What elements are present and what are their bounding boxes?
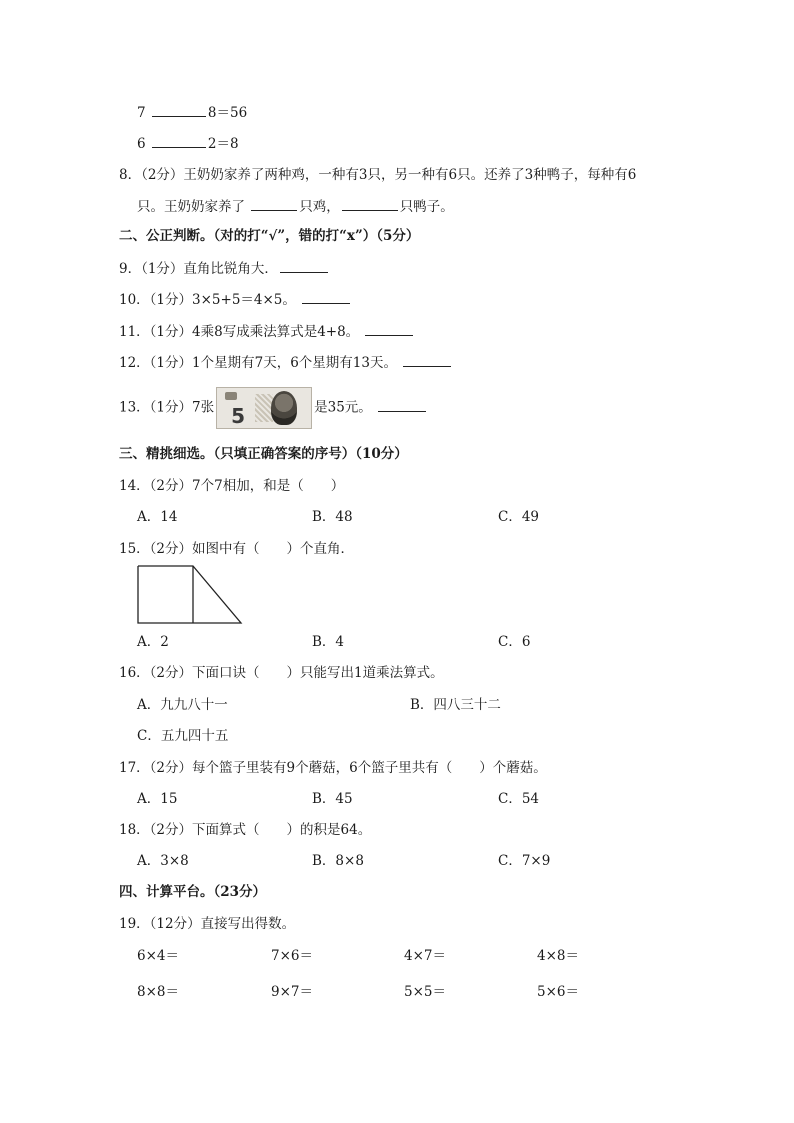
question-8-line-2 (137, 196, 454, 217)
answer-blank[interactable] (365, 321, 413, 336)
q8-text: 只鸡， (299, 199, 340, 215)
q9-text: 9．（1分）直角比锐角大． (119, 261, 278, 277)
q14-option-c[interactable]: C．49 (498, 509, 540, 525)
question-16: 16．（2分）下面口诀（ ）只能写出1道乘法算式。 (119, 665, 444, 681)
question-9 (119, 258, 330, 279)
rectangle-trapezoid-figure (137, 565, 245, 625)
answer-blank-ducks[interactable] (342, 196, 398, 211)
q16-option-a[interactable]: A．九九八十一 (137, 697, 228, 713)
figure-outline (138, 566, 241, 623)
operand: 6 (137, 136, 146, 152)
calc-item[interactable]: 7×6＝ (271, 948, 313, 964)
section-4-title: 四、计算平台。（23分） (119, 884, 267, 900)
q8-text: 只鸭子。 (399, 199, 454, 215)
section-3-title: 三、精挑细选。（只填正确答案的序号）（10分） (119, 446, 408, 462)
q15-option-c[interactable]: C．6 (498, 634, 531, 650)
operand: 7 (137, 105, 146, 121)
question-17: 17．（2分）每个篮子里装有9个蘑菇，6个篮子里共有（ ）个蘑菇。 (119, 760, 547, 776)
q18-option-a[interactable]: A．3×8 (137, 853, 189, 869)
q16-option-b[interactable]: B．四八三十二 (410, 697, 501, 713)
calc-item[interactable]: 9×7＝ (271, 984, 313, 1000)
q10-text: 10．（1分）3×5+5＝4×5。 (119, 292, 296, 308)
calc-item[interactable]: 5×6＝ (537, 984, 579, 1000)
calc-item[interactable]: 6×4＝ (137, 948, 179, 964)
q8-text: 只。王奶奶家养了 (137, 199, 245, 215)
q18-option-b[interactable]: B．8×8 (312, 853, 364, 869)
q12-text: 12．（1分）1个星期有7天，6个星期有13天。 (119, 355, 397, 371)
calc-item[interactable]: 8×8＝ (137, 984, 179, 1000)
fill-line-2 (137, 133, 239, 154)
calc-item[interactable]: 4×8＝ (537, 948, 579, 964)
q18-option-c[interactable]: C．7×9 (498, 853, 551, 869)
fill-line-1 (137, 102, 247, 123)
question-12 (119, 352, 453, 373)
calc-item[interactable]: 4×7＝ (404, 948, 446, 964)
question-19: 19．（12分）直接写出得数。 (119, 916, 296, 932)
operand-result: 2＝8 (207, 136, 239, 152)
q17-option-b[interactable]: B．45 (312, 791, 353, 807)
q13-text: 是35元。 (314, 399, 372, 416)
q13-text: 13．（1分）7张 (119, 399, 215, 416)
section-2-title: 二、公正判断。（对的打“√”，错的打“x”）（5分） (119, 228, 420, 244)
banknote-denomination: 5 (231, 404, 246, 428)
question-18: 18．（2分）下面算式（ ）的积是64。 (119, 822, 372, 838)
q16-option-c[interactable]: C．五九四十五 (137, 728, 229, 744)
answer-blank[interactable] (280, 258, 328, 273)
question-14: 14．（2分）7个7相加，和是（ ） (119, 478, 345, 494)
q17-option-a[interactable]: A．15 (137, 791, 178, 807)
question-15: 15．（2分）如图中有（ ）个直角． (119, 541, 355, 557)
answer-blank[interactable] (378, 397, 426, 412)
question-11 (119, 321, 415, 342)
question-10 (119, 289, 352, 310)
operand-result: 8＝56 (207, 105, 248, 121)
q14-option-a[interactable]: A．14 (137, 509, 178, 525)
five-yuan-banknote-image (216, 387, 312, 429)
q11-text: 11．（1分）4乘8写成乘法算式是4+8。 (119, 324, 360, 340)
answer-blank[interactable] (403, 352, 451, 367)
q17-option-c[interactable]: C．54 (498, 791, 540, 807)
q14-option-b[interactable]: B．48 (312, 509, 353, 525)
q15-option-b[interactable]: B．4 (312, 634, 345, 650)
answer-blank[interactable] (152, 133, 206, 148)
q15-option-a[interactable]: A．2 (137, 634, 169, 650)
calc-item[interactable]: 5×5＝ (404, 984, 446, 1000)
question-8-line-1: 8．（2分）王奶奶家养了两种鸡，一种有3只，另一种有6只。还养了3种鸭子，每种有6 (119, 167, 637, 183)
answer-blank[interactable] (152, 102, 206, 117)
question-13 (119, 387, 428, 429)
answer-blank[interactable] (302, 289, 350, 304)
banknote-portrait (271, 391, 297, 425)
answer-blank-chickens[interactable] (251, 196, 297, 211)
